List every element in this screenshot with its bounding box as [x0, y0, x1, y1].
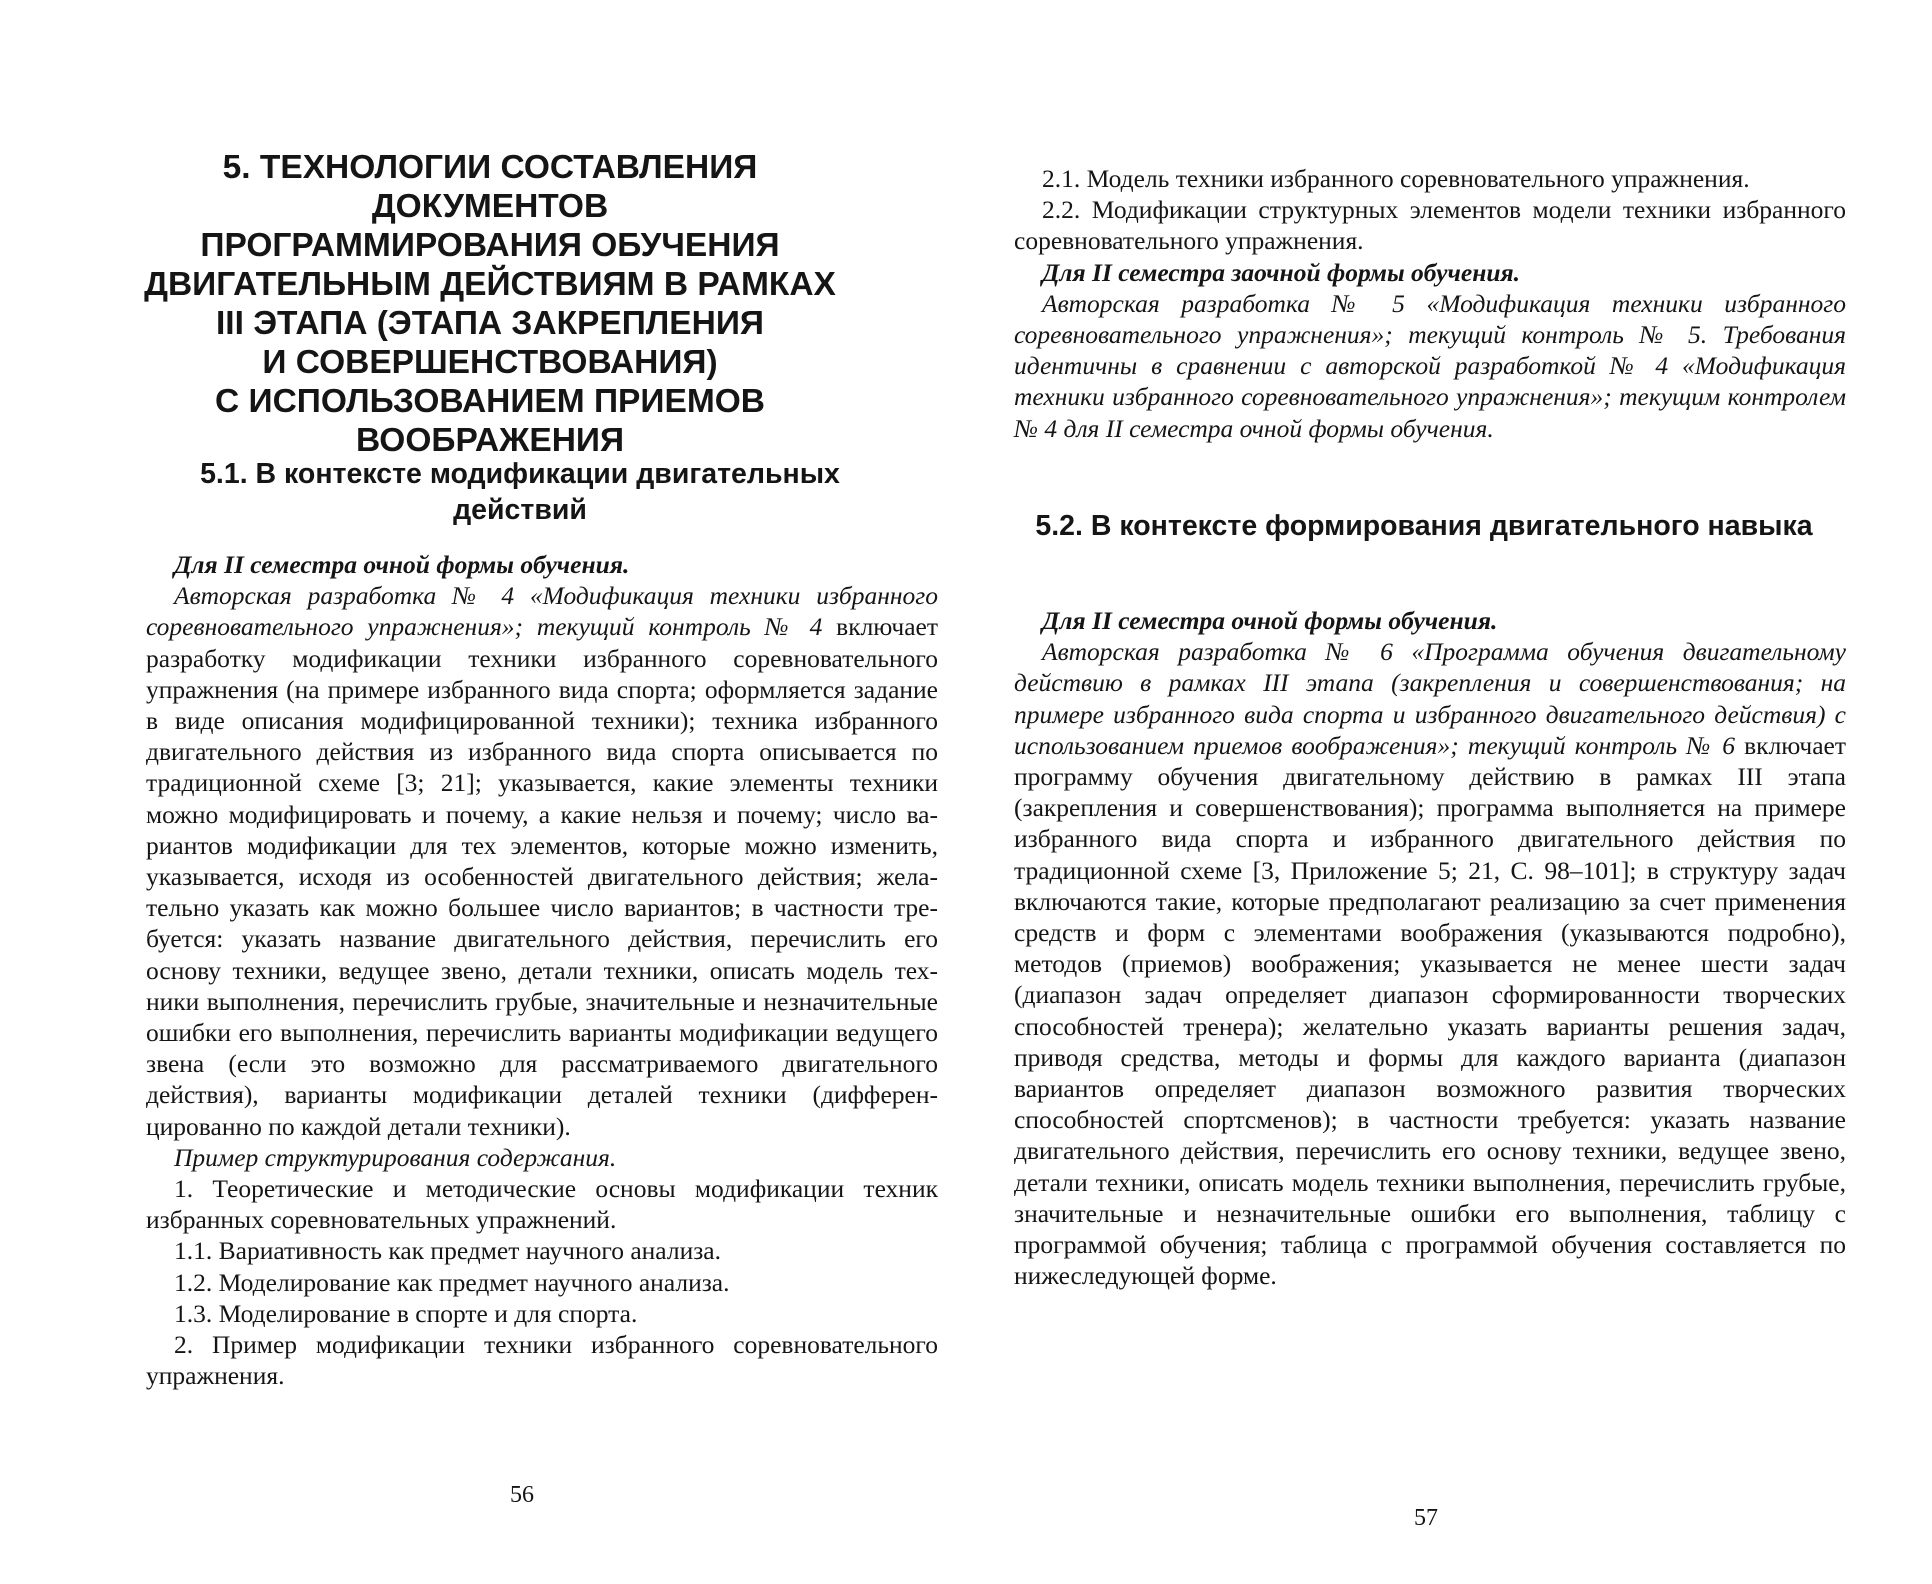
assignment-4-paragraph [146, 580, 938, 1142]
form-heading: Для II семестра очной формы обучения. [1042, 606, 1498, 635]
outline-item: 1.1. Вариативность как предмет научного анализа. [174, 1236, 721, 1266]
assignment-4-body: включает разработку модификации техники избранного соревновательного упражнения (на примере избранного вида спорта; оформляется задание в виде описания модифицированной техники); техника избранного двигательного действия из избранного вида спорта описывается по традиционной схеме [3; 21]; указывается, какие элементы техники можно модифицировать и почему, а какие нельзя и почему; число вариантов модификации для тех элементов, которые можно изменить, указывается, исходя из особенностей двигательного действия; желательно указать как можно большее число вариантов; в частности требуется: указать название двигательного действия, перечислить его основу техники, ведущее звено, детали техники, описать модель техники выполнения, перечислить грубые, значительные и незначительные ошибки его выполнения, перечислить варианты модификации ведущего звена (если это возможно для рассматриваемого двигательного действия), варианты модификации деталей техники (дифференцированно по каждой детали техники). [146, 612, 938, 1141]
chapter-title-line: И СОВЕРШЕНСТВОВАНИЯ) [262, 344, 718, 381]
page-number: 56 [510, 1482, 534, 1508]
assignment-6-title: Авторская разработка № 6 «Программа обучения двигательному действию в рамках III этапа (закрепления и совершенствования; на примере избранного вида спорта и избранного двигательного действия) с использованием приемов воображения»; текущий контроль № 6 [1014, 637, 1846, 760]
form-heading-extramural: Для II семестра заочной формы обучения. [1042, 257, 1521, 287]
outline-item: 1.3. Моделирование в спорте и для спорта. [174, 1298, 638, 1328]
chapter-title-line: ДВИГАТЕЛЬНЫМ ДЕЙСТВИЯМ В РАМКАХ [144, 266, 836, 303]
chapter-title-line: III ЭТАПА (ЭТАПА ЗАКРЕПЛЕНИЯ [215, 305, 764, 342]
page-number: 57 [1414, 1505, 1438, 1531]
chapter-title [140, 148, 840, 460]
right-top-text [1014, 163, 1846, 444]
left-body-text [146, 549, 938, 1391]
assignment-5-paragraph: Авторская разработка № 5 «Модификация техники избранного соревновательного упражнения»; текущий контроль № 5. Требования идентичны в сравнении с авторской разработкой № 4 «Модификация техники избранного соревновательного упражнения»; текущим контролем № 4 для II семестра очной формы обучения. [1014, 288, 1846, 443]
outline-item: 1. Теоретические и методические основы модификации техник избранных соревновательных упражнений. [146, 1174, 938, 1235]
right-page [966, 0, 1932, 1584]
assignment-4-title: Авторская разработка № 4 «Модификация техники избранного соревновательного упражнения»; текущий контроль № 4 [146, 581, 938, 642]
outline-item: 2.2. Модификации структурных элементов модели техники избранного соревновательного упражнения. [1014, 195, 1846, 256]
assignment-6-body: включает программу обучения двигательному действию в рамках III этапа (закрепления и совершенствования); программа выполняется на примере избранного вида спорта и избранного двигательного действия по традиционной схеме [3, Приложение 5; 21, С. 98–101]; в структуру задач включаются такие, которые предполагают реализацию за счет применения средств и форм с элементами воображения (указываются подробно), методов (приемов) воображения; указывается не менее шести задач (диапазон задач определяет диапазон сформированности творческих способностей тренера); желательно указать варианты решения задач, приводя средства, методы и формы для каждого варианта (диапазон вариантов определяет диапазон возможного развития творческих способностей спортсменов); в частности требуется: указать название двигательного действия, перечислить его основу техники, ведущее звено, детали техники, описать модель техники выполнения, перечислить грубые, значительные и незначительные ошибки его выполнения, таблицу с программой обучения; таблица с программой обучения составляется по нижеследующей форме. [1014, 730, 1846, 1291]
outline-item: 1.2. Моделирование как предмет научного анализа. [174, 1267, 730, 1297]
assignment-6-paragraph [1014, 636, 1846, 1291]
outline-item: 2.1. Модель техники избранного соревновательного упражнения. [1042, 164, 1750, 193]
section-title-5-1: 5.1. В контексте модификации двигательных действий [200, 458, 840, 526]
chapter-title-line: 5. ТЕХНОЛОГИИ СОСТАВЛЕНИЯ ДОКУМЕНТОВ [222, 149, 758, 225]
chapter-title-line: ПРОГРАММИРОВАНИЯ ОБУЧЕНИЯ [200, 227, 780, 264]
chapter-title-line: ВООБРАЖЕНИЯ [355, 422, 625, 459]
example-heading: Пример структурирования содержания. [174, 1142, 617, 1172]
right-body-text [1014, 605, 1846, 1291]
form-heading: Для II семестра очной формы обучения. [174, 550, 630, 579]
chapter-title-line: С ИСПОЛЬЗОВАНИЕМ ПРИЕМОВ [215, 383, 765, 420]
outline-item: 2. Пример модификации техники избранного соревновательного упражнения. [146, 1330, 938, 1391]
section-title-5-2: 5.2. В контексте формирования двигательного навыка [1035, 510, 1813, 542]
